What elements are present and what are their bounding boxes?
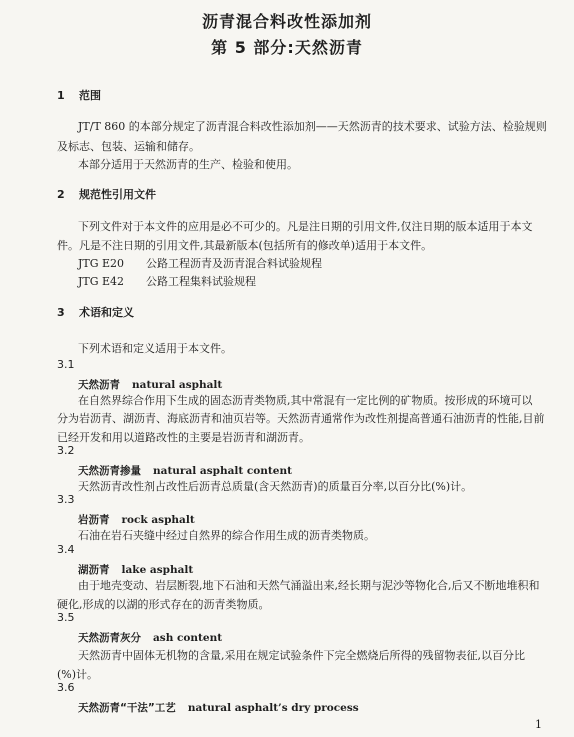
document-title: 沥青混合料改性添加剂 (201, 12, 372, 31)
term-title: 天然沥青灰分 ash content (78, 632, 223, 644)
definition-line: 在自然界综合作用下生成的固态沥青类物质,其中常混有一定比例的矿物质。按形成的环境可以 (78, 394, 533, 407)
scope-paragraph-line2: 及标志、包装、运输和储存。 (57, 140, 200, 153)
terms-intro: 下列术语和定义适用于本文件。 (78, 342, 232, 355)
definition-line: 分为岩沥青、湖沥青、海底沥青和油页岩等。天然沥青通常作为改性剂提高普通石油沥青的性能,目前 (57, 412, 545, 425)
definition-line: 石油在岩石夹缝中经过自然界的综合作用生成的沥青类物质。 (78, 529, 375, 542)
term-title: 天然沥青 natural asphalt (78, 379, 223, 391)
term-number: 3.6 (57, 681, 75, 694)
definition-line: 已经开发和用以道路改性的主要是岩沥青和湖沥青。 (57, 431, 310, 444)
term-title: 天然沥青“干法”工艺 natural asphalt’s dry process (78, 702, 359, 714)
term-number: 3.2 (57, 444, 75, 457)
document-subtitle: 第 5 部分:天然沥青 (211, 38, 363, 57)
term-title: 湖沥青 lake asphalt (78, 564, 194, 576)
definition-line: 天然沥青中固体无机物的含量,采用在规定试验条件下完全燃烧后所得的残留物表征,以百分比 (78, 649, 525, 662)
definition-line: 硬化,形成的以湖的形式存在的沥青类物质。 (57, 598, 270, 611)
references-paragraph-line2: 件。凡是不注日期的引用文件,其最新版本(包括所有的修改单)适用于本文件。 (57, 239, 433, 252)
scope-paragraph-line1: JT/T 860 的本部分规定了沥青混合料改性添加剂——天然沥青的技术要求、试验方法、检验规则 (78, 120, 547, 133)
definition-line: 天然沥青改性剂占改性后沥青总质量(含天然沥青)的质量百分率,以百分比(%)计。 (78, 480, 473, 493)
definition-line: 由于地壳变动、岩层断裂,地下石油和天然气涌溢出来,经长期与泥沙等物化合,后又不断地堆积和 (78, 579, 540, 592)
section-heading-normative-references: 2 规范性引用文件 (57, 188, 156, 201)
term-number: 3.4 (57, 543, 75, 556)
term-number: 3.3 (57, 493, 75, 506)
term-title: 天然沥青掺量 natural asphalt content (78, 465, 292, 477)
references-paragraph-line1: 下列文件对于本文件的应用是必不可少的。凡是注日期的引用文件,仅注日期的版本适用于本文 (78, 220, 533, 233)
reference-item: JTG E42 公路工程集料试验规程 (78, 275, 256, 288)
scope-applicability: 本部分适用于天然沥青的生产、检验和使用。 (78, 158, 298, 171)
page-number: 1 (535, 718, 542, 731)
term-number: 3.5 (57, 611, 75, 624)
section-heading-terms-definitions: 3 术语和定义 (57, 306, 134, 319)
term-number: 3.1 (57, 358, 75, 371)
term-title: 岩沥青 rock asphalt (78, 514, 195, 526)
definition-line: (%)计。 (57, 668, 99, 681)
section-heading-scope: 1 范围 (57, 89, 101, 102)
reference-item: JTG E20 公路工程沥青及沥青混合料试验规程 (78, 257, 322, 270)
